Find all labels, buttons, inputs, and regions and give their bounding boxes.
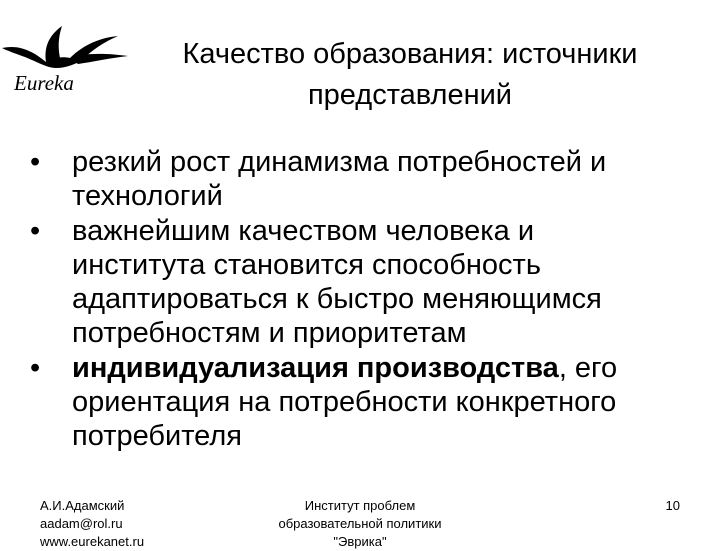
bullet-line: института становится способность [72, 249, 541, 281]
footer-institute-line-1: Институт проблем [304, 498, 416, 513]
bullet-icon: • [30, 146, 41, 178]
bullet-list [30, 145, 700, 454]
bullet-item-2 [30, 214, 700, 350]
footer-author: А.И.Адамский [40, 498, 125, 513]
slide-title [140, 34, 680, 116]
footer-email: aadam@rol.ru [40, 516, 123, 531]
footer-author-block [40, 497, 240, 551]
bullet-line: важнейшим качеством человека и [72, 215, 535, 247]
title-line-2: представлений [307, 79, 513, 111]
footer-website: www.eurekanet.ru [40, 534, 145, 549]
bullet-text: , его [558, 352, 618, 384]
bullet-icon: • [30, 352, 41, 384]
footer-institute-line-3: "Эврика" [333, 534, 387, 549]
bullet-bold-text: индивидуализация производства [72, 352, 559, 384]
bullet-line: потребителя [72, 420, 242, 452]
bullet-line [72, 351, 700, 385]
title-line-1: Качество образования: источники [182, 38, 638, 70]
footer-institute-block [230, 497, 490, 551]
bullet-line: потребностям и приоритетам [72, 317, 467, 349]
bullet-icon: • [30, 215, 41, 247]
logo-text: Eureka [14, 71, 74, 95]
bullet-line: резкий рост динамизма потребностей и [72, 146, 607, 178]
bullet-item-1 [30, 145, 700, 213]
footer-institute-line-2: образовательной политики [278, 516, 442, 531]
bullet-line: адаптироваться к быстро меняющимся [72, 283, 602, 315]
eureka-logo [0, 18, 130, 96]
page-number: 10 [665, 498, 680, 513]
bullet-line: технологий [72, 180, 223, 212]
bullet-line: ориентация на потребности конкретного [72, 386, 617, 418]
bullet-item-3 [30, 351, 700, 453]
